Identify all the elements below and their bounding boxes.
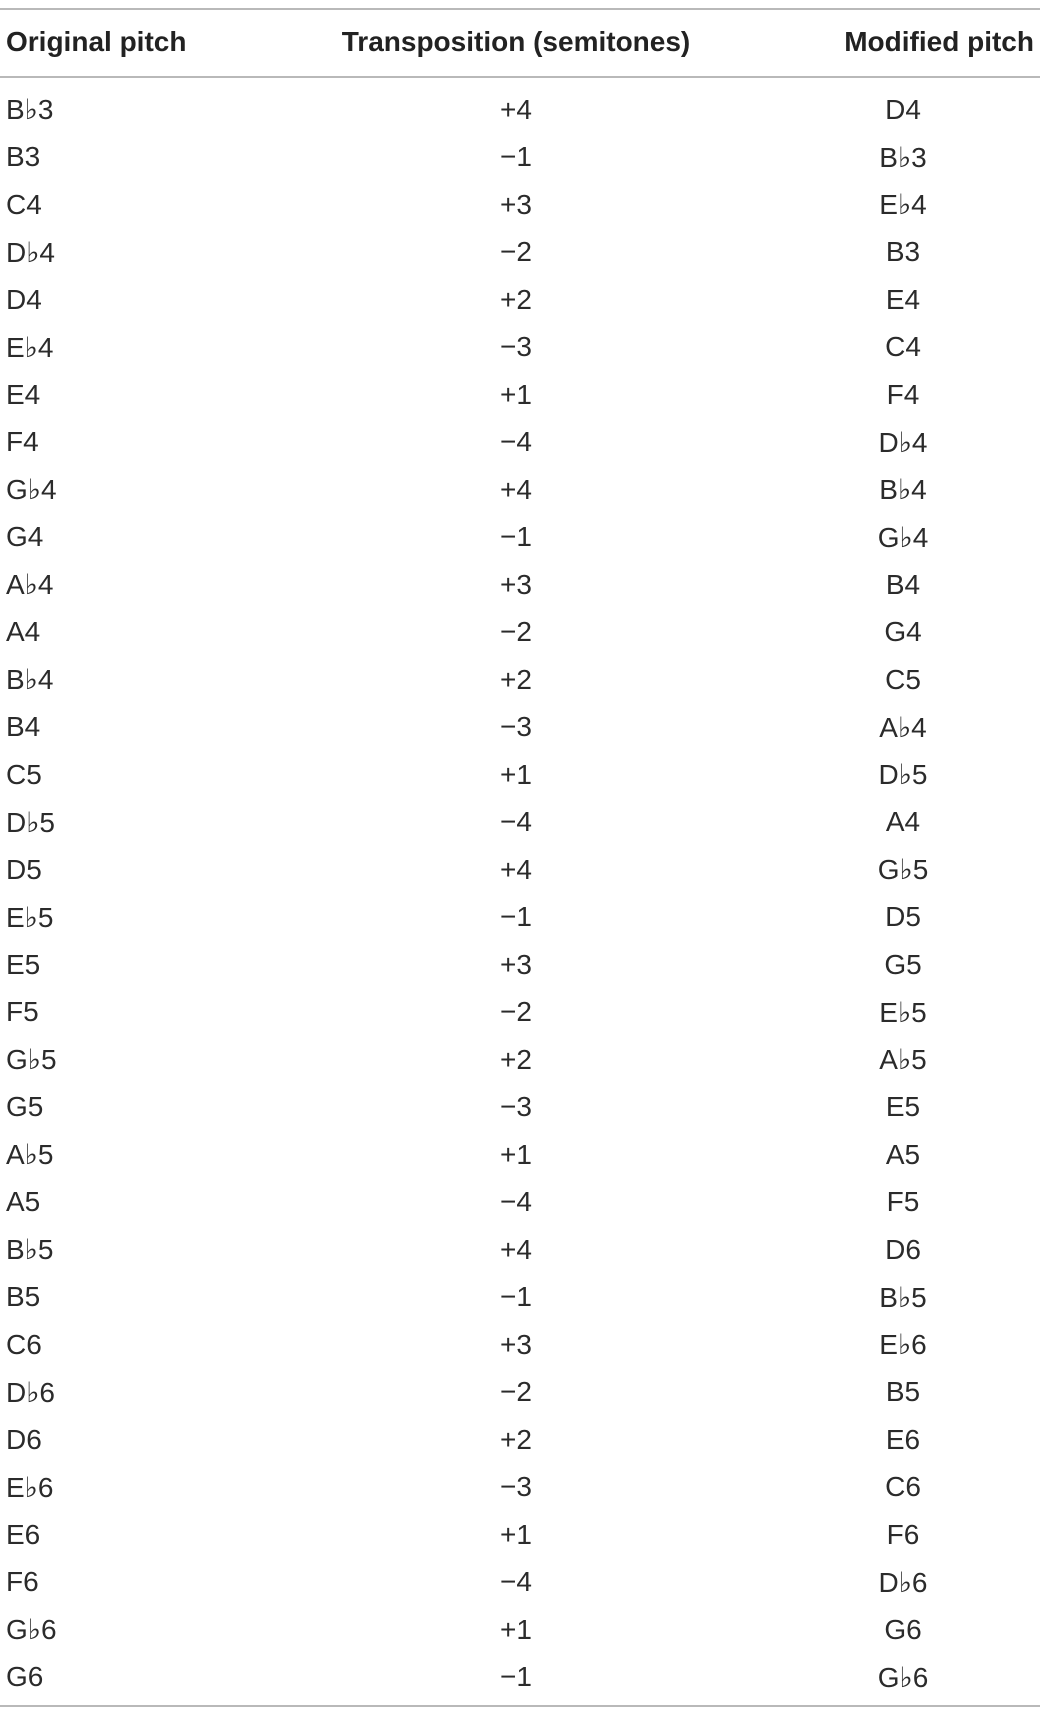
original-pitch-cell: G5	[6, 1091, 44, 1123]
modified-pitch-cell: E♭4	[879, 189, 927, 221]
original-pitch-cell: B♭5	[6, 1234, 54, 1266]
table-row	[0, 751, 1040, 799]
header-original-pitch: Original pitch	[6, 26, 187, 57]
transposition-cell: −1	[500, 141, 532, 173]
transposition-cell: +4	[500, 473, 532, 505]
original-pitch-cell: B♭3	[6, 94, 54, 126]
original-pitch-cell: E6	[6, 1518, 41, 1550]
original-pitch-cell: G6	[6, 1661, 44, 1693]
table-row	[0, 419, 1040, 467]
header-modified-pitch: Modified pitch	[844, 26, 1034, 57]
transposition-cell: +2	[500, 663, 532, 695]
table-header-rule	[0, 76, 1040, 78]
table-row	[0, 1226, 1040, 1274]
table-row	[0, 846, 1040, 894]
modified-pitch-cell: B♭5	[879, 1281, 927, 1313]
table-row	[0, 609, 1040, 657]
table-row	[0, 704, 1040, 752]
table-row	[0, 941, 1040, 989]
original-pitch-cell: A5	[6, 1186, 41, 1218]
table-row	[0, 134, 1040, 182]
original-pitch-cell: C5	[6, 758, 42, 790]
table-row	[0, 1131, 1040, 1179]
modified-pitch-cell: B♭4	[879, 474, 927, 506]
original-pitch-cell: G4	[6, 521, 44, 553]
table-row	[0, 1321, 1040, 1369]
modified-pitch-cell: B3	[885, 236, 921, 268]
transposition-cell: −3	[500, 1471, 532, 1503]
modified-pitch-cell: A♭5	[879, 1044, 927, 1076]
original-pitch-cell: E♭6	[6, 1471, 54, 1503]
transposition-cell: −3	[500, 711, 532, 743]
transposition-cell: −1	[500, 521, 532, 553]
table-row	[0, 799, 1040, 847]
modified-pitch-cell: E5	[885, 1091, 921, 1123]
transposition-cell: −2	[500, 236, 532, 268]
table-row	[0, 324, 1040, 372]
modified-pitch-cell: C5	[885, 663, 921, 695]
modified-pitch-cell: D5	[885, 901, 921, 933]
original-pitch-cell: G♭4	[6, 474, 57, 506]
original-pitch-cell: B5	[6, 1281, 41, 1313]
original-pitch-cell: F4	[6, 426, 39, 458]
original-pitch-cell: D5	[6, 853, 42, 885]
original-pitch-cell: A♭4	[6, 569, 54, 601]
modified-pitch-cell: A5	[885, 1138, 921, 1170]
table-row	[0, 561, 1040, 609]
table-row	[0, 894, 1040, 942]
original-pitch-cell: B♭4	[6, 664, 54, 696]
original-pitch-cell: C4	[6, 188, 42, 220]
transposition-cell: +1	[500, 378, 532, 410]
transposition-cell: −1	[500, 1281, 532, 1313]
transposition-cell: −4	[500, 426, 532, 458]
modified-pitch-cell: D4	[885, 93, 921, 125]
table-row	[0, 1274, 1040, 1322]
original-pitch-cell: C6	[6, 1328, 42, 1360]
modified-pitch-cell: E♭6	[879, 1329, 927, 1361]
table-row	[0, 1416, 1040, 1464]
table-body	[0, 86, 1040, 1701]
transposition-cell: −1	[500, 1661, 532, 1693]
transposition-cell: +1	[500, 1138, 532, 1170]
table-row	[0, 656, 1040, 704]
transposition-cell: +4	[500, 1233, 532, 1265]
modified-pitch-cell: F5	[886, 1186, 920, 1218]
table-row	[0, 466, 1040, 514]
table-row	[0, 181, 1040, 229]
transposition-cell: −3	[500, 331, 532, 363]
transposition-cell: −4	[500, 806, 532, 838]
table-bottom-rule	[0, 1705, 1040, 1707]
table-row	[0, 1369, 1040, 1417]
original-pitch-cell: D♭6	[6, 1376, 55, 1408]
transposition-cell: +2	[500, 1043, 532, 1075]
modified-pitch-cell: E6	[885, 1423, 921, 1455]
transposition-cell: +1	[500, 1518, 532, 1550]
modified-pitch-cell: G5	[884, 948, 922, 980]
transposition-cell: −4	[500, 1566, 532, 1598]
modified-pitch-cell: B4	[885, 568, 921, 600]
modified-pitch-cell: D6	[885, 1233, 921, 1265]
original-pitch-cell: G♭6	[6, 1614, 57, 1646]
table-row	[0, 1654, 1040, 1702]
modified-pitch-cell: G6	[884, 1613, 922, 1645]
transposition-cell: +3	[500, 948, 532, 980]
modified-pitch-cell: B♭3	[879, 141, 927, 173]
table-row	[0, 514, 1040, 562]
modified-pitch-cell: C6	[885, 1471, 921, 1503]
original-pitch-cell: F5	[6, 996, 39, 1028]
transposition-cell: +1	[500, 1613, 532, 1645]
original-pitch-cell: B3	[6, 141, 41, 173]
original-pitch-cell: G♭5	[6, 1044, 57, 1076]
modified-pitch-cell: G♭4	[877, 521, 929, 553]
modified-pitch-cell: E4	[885, 283, 921, 315]
modified-pitch-cell: G4	[884, 616, 922, 648]
transposition-cell: +3	[500, 568, 532, 600]
original-pitch-cell: F6	[6, 1566, 39, 1598]
table-row	[0, 1036, 1040, 1084]
table-row	[0, 86, 1040, 134]
transposition-cell: +2	[500, 1423, 532, 1455]
modified-pitch-cell: C4	[885, 331, 921, 363]
modified-pitch-cell: A4	[885, 806, 921, 838]
transposition-cell: +1	[500, 758, 532, 790]
transposition-cell: +3	[500, 188, 532, 220]
transposition-cell: −2	[500, 1376, 532, 1408]
modified-pitch-cell: A♭4	[879, 711, 927, 743]
original-pitch-cell: A4	[6, 616, 41, 648]
table-row	[0, 1511, 1040, 1559]
original-pitch-cell: A♭5	[6, 1139, 54, 1171]
modified-pitch-cell: E♭5	[879, 996, 927, 1028]
transposition-cell: −4	[500, 1186, 532, 1218]
transposition-cell: +3	[500, 1328, 532, 1360]
table-row	[0, 1179, 1040, 1227]
original-pitch-cell: E♭5	[6, 901, 54, 933]
table-header-row	[0, 8, 1040, 76]
transposition-cell: +4	[500, 93, 532, 125]
table-row	[0, 371, 1040, 419]
table-row	[0, 229, 1040, 277]
modified-pitch-cell: D♭5	[878, 759, 928, 791]
original-pitch-cell: D♭5	[6, 806, 55, 838]
table-row	[0, 1606, 1040, 1654]
modified-pitch-cell: F4	[886, 378, 920, 410]
original-pitch-cell: E♭4	[6, 331, 54, 363]
transposition-cell: −2	[500, 616, 532, 648]
transposition-cell: +2	[500, 283, 532, 315]
header-transposition: Transposition (semitones)	[341, 26, 691, 57]
original-pitch-cell: D4	[6, 283, 42, 315]
table-row	[0, 276, 1040, 324]
original-pitch-cell: B4	[6, 711, 41, 743]
transposition-cell: −1	[500, 901, 532, 933]
modified-pitch-cell: F6	[886, 1518, 920, 1550]
modified-pitch-cell: G♭6	[877, 1661, 929, 1693]
transposition-cell: −2	[500, 996, 532, 1028]
table-row	[0, 989, 1040, 1037]
modified-pitch-cell: D♭6	[878, 1566, 928, 1598]
modified-pitch-cell: B5	[885, 1376, 921, 1408]
original-pitch-cell: E5	[6, 948, 41, 980]
transposition-cell: +4	[500, 853, 532, 885]
original-pitch-cell: D♭4	[6, 236, 55, 268]
modified-pitch-cell: G♭5	[877, 854, 929, 886]
table-row	[0, 1084, 1040, 1132]
table-row	[0, 1464, 1040, 1512]
table-row	[0, 1559, 1040, 1607]
original-pitch-cell: D6	[6, 1423, 42, 1455]
transposition-cell: −3	[500, 1091, 532, 1123]
original-pitch-cell: E4	[6, 378, 41, 410]
modified-pitch-cell: D♭4	[878, 426, 928, 458]
